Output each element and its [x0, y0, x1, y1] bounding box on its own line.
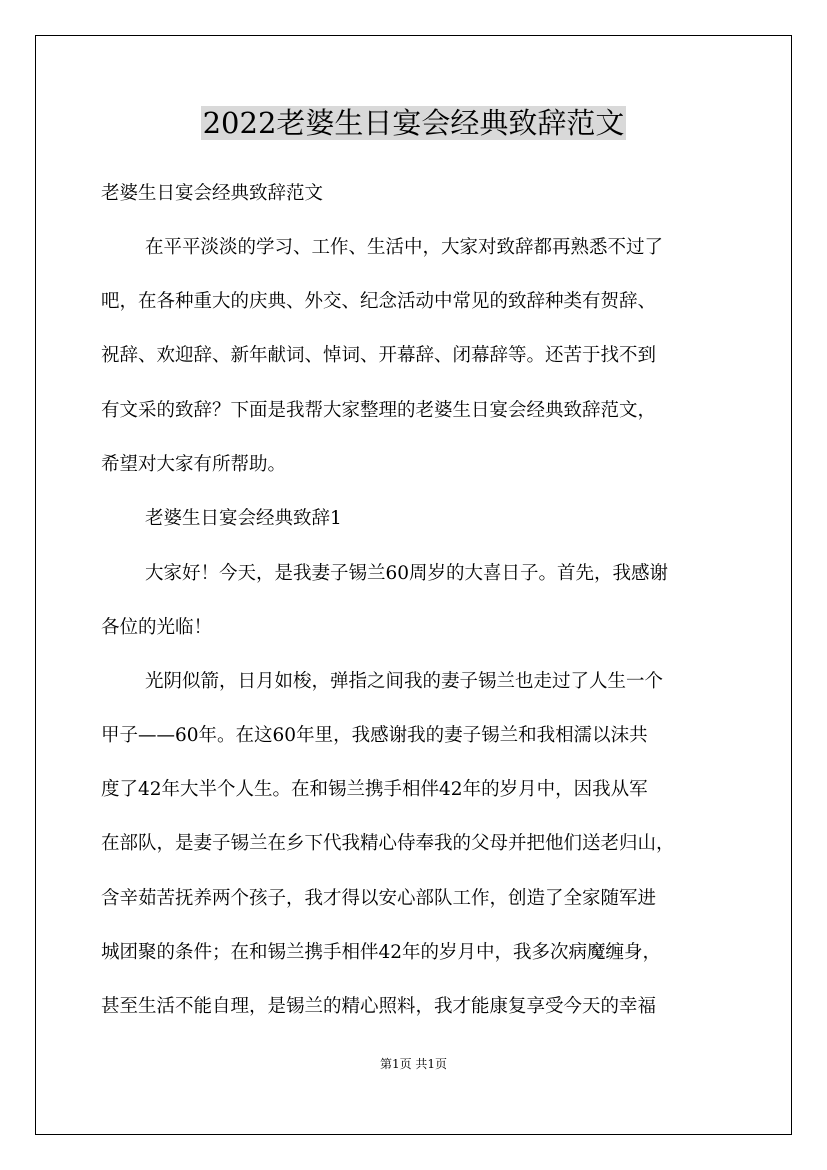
paragraph-line: 城团聚的条件；在和锡兰携手相伴42年的岁月中，我多次病魔缠身，	[101, 942, 662, 963]
paragraph-line: 祝辞、欢迎辞、新年献词、悼词、开幕辞、闭幕辞等。还苦于找不到	[101, 345, 657, 366]
paragraph-line: 有文采的致辞？下面是我帮大家整理的老婆生日宴会经典致辞范文，	[101, 400, 657, 421]
paragraph-line: 在平平淡淡的学习、工作、生活中，大家对致辞都再熟悉不过了	[145, 237, 664, 258]
paragraph-line: 希望对大家有所帮助。	[101, 454, 287, 475]
document-subtitle: 老婆生日宴会经典致辞范文	[101, 183, 324, 204]
page-footer: 第1页 共1页	[379, 1057, 448, 1071]
paragraph-line: 吧，在各种重大的庆典、外交、纪念活动中常见的致辞种类有贺辞、	[101, 291, 657, 312]
paragraph-line: 甚至生活不能自理，是锡兰的精心照料，我才能康复享受今天的幸福	[101, 996, 657, 1017]
paragraph-line: 各位的光临！	[101, 617, 213, 638]
paragraph-line: 含辛茹苦抚养两个孩子，我才得以安心部队工作，创造了全家随军进	[101, 888, 657, 909]
paragraph-line: 光阴似箭，日月如梭，弹指之间我的妻子锡兰也走过了人生一个	[145, 671, 664, 692]
paragraph-line: 度了42年大半个人生。在和锡兰携手相伴42年的岁月中，因我从军	[101, 779, 648, 800]
document-title-text: 2022老婆生日宴会经典致辞范文	[202, 106, 625, 140]
section-heading: 老婆生日宴会经典致辞1	[145, 508, 342, 529]
paragraph-line: 甲子——60年。在这60年里，我感谢我的妻子锡兰和我相濡以沫共	[101, 725, 648, 746]
paragraph-line: 大家好！今天，是我妻子锡兰60周岁的大喜日子。首先，我感谢	[145, 563, 669, 584]
paragraph-line: 在部队，是妻子锡兰在乡下代我精心侍奉我的父母并把他们送老归山，	[101, 833, 675, 854]
document-title	[0, 103, 827, 143]
